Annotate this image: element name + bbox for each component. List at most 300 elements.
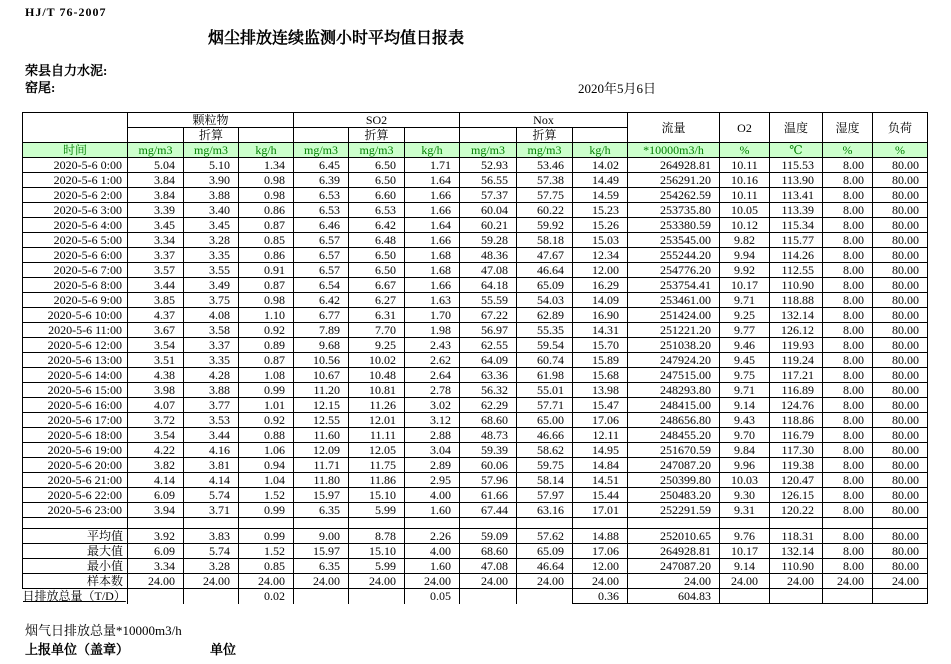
- value-cell: 80.00: [873, 503, 928, 518]
- value-cell: 10.05: [720, 203, 770, 218]
- value-cell: 11.71: [294, 458, 349, 473]
- value-cell: 4.16: [184, 443, 239, 458]
- summary-value-cell: 3.34: [128, 559, 184, 574]
- value-cell: 80.00: [873, 458, 928, 473]
- value-cell: 0.89: [239, 338, 294, 353]
- value-cell: 6.60: [349, 188, 405, 203]
- value-cell: 1.63: [405, 293, 460, 308]
- value-cell: 9.70: [720, 428, 770, 443]
- value-cell: 80.00: [873, 353, 928, 368]
- value-cell: 9.71: [720, 383, 770, 398]
- summary-value-cell: 80.00: [873, 544, 928, 559]
- value-cell: 247924.20: [628, 353, 720, 368]
- value-cell: 3.39: [128, 203, 184, 218]
- summary-value-cell: 247087.20: [628, 559, 720, 574]
- group-load: 负荷: [873, 113, 928, 143]
- total-row: [23, 589, 928, 604]
- value-cell: 8.00: [823, 488, 873, 503]
- summary-value-cell: 80.00: [873, 559, 928, 574]
- value-cell: 3.45: [184, 218, 239, 233]
- table-row: [23, 488, 928, 503]
- summary-value-cell: 2.26: [405, 529, 460, 544]
- time-cell: 2020-5-6 20:00: [23, 458, 128, 473]
- summary-row: [23, 529, 928, 544]
- value-cell: 3.90: [184, 173, 239, 188]
- summary-value-cell: 46.64: [517, 559, 573, 574]
- value-cell: 253735.80: [628, 203, 720, 218]
- unit-header: mg/m3: [517, 143, 573, 158]
- summary-value-cell: 80.00: [873, 529, 928, 544]
- value-cell: 11.20: [294, 383, 349, 398]
- value-cell: 3.37: [184, 338, 239, 353]
- value-cell: 57.38: [517, 173, 573, 188]
- value-cell: 10.81: [349, 383, 405, 398]
- value-cell: 12.01: [349, 413, 405, 428]
- value-cell: 0.99: [239, 503, 294, 518]
- unit-header: mg/m3: [128, 143, 184, 158]
- summary-value-cell: [770, 589, 823, 604]
- value-cell: 80.00: [873, 218, 928, 233]
- value-cell: 1.66: [405, 233, 460, 248]
- value-cell: 3.44: [184, 428, 239, 443]
- value-cell: 250399.80: [628, 473, 720, 488]
- value-cell: 3.98: [128, 383, 184, 398]
- time-cell: 2020-5-6 2:00: [23, 188, 128, 203]
- summary-value-cell: [349, 589, 405, 604]
- value-cell: 8.00: [823, 203, 873, 218]
- value-cell: 255244.20: [628, 248, 720, 263]
- value-cell: 3.37: [128, 248, 184, 263]
- report-table-wrapper: [22, 112, 928, 604]
- table-row: [23, 263, 928, 278]
- summary-value-cell: 132.14: [770, 544, 823, 559]
- time-cell: 2020-5-6 19:00: [23, 443, 128, 458]
- value-cell: 0.92: [239, 323, 294, 338]
- value-cell: 9.43: [720, 413, 770, 428]
- value-cell: 0.87: [239, 218, 294, 233]
- value-cell: 9.71: [720, 293, 770, 308]
- summary-label: 最大值: [23, 544, 128, 559]
- monitor-location: 窑尾:: [25, 80, 56, 95]
- value-cell: 8.00: [823, 263, 873, 278]
- value-cell: 250483.20: [628, 488, 720, 503]
- value-cell: 114.26: [770, 248, 823, 263]
- summary-value-cell: 604.83: [628, 589, 720, 604]
- value-cell: 10.17: [720, 278, 770, 293]
- spacer-cell: [23, 518, 128, 529]
- value-cell: 253754.41: [628, 278, 720, 293]
- value-cell: 9.14: [720, 398, 770, 413]
- spacer-cell: [460, 518, 517, 529]
- value-cell: 12.15: [294, 398, 349, 413]
- value-cell: 2.64: [405, 368, 460, 383]
- value-cell: 2.95: [405, 473, 460, 488]
- value-cell: 6.50: [349, 263, 405, 278]
- value-cell: 4.28: [184, 368, 239, 383]
- value-cell: 3.51: [128, 353, 184, 368]
- value-cell: 115.77: [770, 233, 823, 248]
- value-cell: 248415.00: [628, 398, 720, 413]
- value-cell: 16.90: [573, 308, 628, 323]
- value-cell: 6.42: [349, 218, 405, 233]
- summary-value-cell: 24.00: [405, 574, 460, 589]
- summary-row: [23, 544, 928, 559]
- unit-header: %: [720, 143, 770, 158]
- value-cell: 8.00: [823, 503, 873, 518]
- value-cell: 3.82: [128, 458, 184, 473]
- summary-row: [23, 559, 928, 574]
- value-cell: 10.11: [720, 188, 770, 203]
- summary-value-cell: [184, 589, 239, 604]
- value-cell: 5.04: [128, 158, 184, 173]
- table-row: [23, 398, 928, 413]
- table-row: [23, 158, 928, 173]
- value-cell: 113.90: [770, 173, 823, 188]
- value-cell: 63.36: [460, 368, 517, 383]
- value-cell: 12.34: [573, 248, 628, 263]
- time-cell: 2020-5-6 10:00: [23, 308, 128, 323]
- value-cell: 80.00: [873, 263, 928, 278]
- value-cell: 2.89: [405, 458, 460, 473]
- time-cell: 2020-5-6 8:00: [23, 278, 128, 293]
- unit-header: %: [873, 143, 928, 158]
- value-cell: 253461.00: [628, 293, 720, 308]
- value-cell: 56.55: [460, 173, 517, 188]
- value-cell: 14.31: [573, 323, 628, 338]
- value-cell: 3.81: [184, 458, 239, 473]
- value-cell: 64.09: [460, 353, 517, 368]
- summary-value-cell: 68.60: [460, 544, 517, 559]
- value-cell: 15.03: [573, 233, 628, 248]
- value-cell: 8.00: [823, 458, 873, 473]
- value-cell: 8.00: [823, 443, 873, 458]
- value-cell: 7.70: [349, 323, 405, 338]
- value-cell: 8.00: [823, 383, 873, 398]
- value-cell: 15.10: [349, 488, 405, 503]
- value-cell: 3.12: [405, 413, 460, 428]
- value-cell: 256291.20: [628, 173, 720, 188]
- value-cell: 119.24: [770, 353, 823, 368]
- time-cell: 2020-5-6 17:00: [23, 413, 128, 428]
- value-cell: 55.01: [517, 383, 573, 398]
- table-row: [23, 278, 928, 293]
- summary-value-cell: 24.00: [628, 574, 720, 589]
- value-cell: 8.00: [823, 323, 873, 338]
- value-cell: 115.34: [770, 218, 823, 233]
- value-cell: 251424.00: [628, 308, 720, 323]
- value-cell: 12.05: [349, 443, 405, 458]
- unit-header: kg/h: [239, 143, 294, 158]
- value-cell: 0.85: [239, 233, 294, 248]
- summary-value-cell: [873, 589, 928, 604]
- time-cell: 2020-5-6 4:00: [23, 218, 128, 233]
- summary-value-cell: 4.00: [405, 544, 460, 559]
- value-cell: 55.35: [517, 323, 573, 338]
- value-cell: 3.34: [128, 233, 184, 248]
- time-cell: 2020-5-6 18:00: [23, 428, 128, 443]
- value-cell: 80.00: [873, 323, 928, 338]
- value-cell: 80.00: [873, 338, 928, 353]
- time-cell: 2020-5-6 6:00: [23, 248, 128, 263]
- value-cell: 9.82: [720, 233, 770, 248]
- summary-value-cell: 8.00: [823, 544, 873, 559]
- group-nox: Nox: [460, 113, 628, 128]
- value-cell: 1.08: [239, 368, 294, 383]
- value-cell: 8.00: [823, 353, 873, 368]
- unit-label: 单位: [210, 642, 237, 657]
- value-cell: 14.59: [573, 188, 628, 203]
- value-cell: 1.10: [239, 308, 294, 323]
- value-cell: 3.77: [184, 398, 239, 413]
- value-cell: 54.03: [517, 293, 573, 308]
- value-cell: 120.22: [770, 503, 823, 518]
- value-cell: 11.86: [349, 473, 405, 488]
- value-cell: 11.26: [349, 398, 405, 413]
- value-cell: 6.67: [349, 278, 405, 293]
- value-cell: 8.00: [823, 218, 873, 233]
- unit-header: *10000m3/h: [628, 143, 720, 158]
- value-cell: 14.49: [573, 173, 628, 188]
- spacer-cell: [720, 518, 770, 529]
- value-cell: 8.00: [823, 398, 873, 413]
- value-cell: 248656.80: [628, 413, 720, 428]
- value-cell: 80.00: [873, 488, 928, 503]
- value-cell: 15.26: [573, 218, 628, 233]
- header-group-row: [23, 113, 928, 128]
- value-cell: 6.09: [128, 488, 184, 503]
- value-cell: 126.12: [770, 323, 823, 338]
- value-cell: 59.39: [460, 443, 517, 458]
- unit-header: %: [823, 143, 873, 158]
- value-cell: 6.50: [349, 173, 405, 188]
- table-row: [23, 353, 928, 368]
- table-row: [23, 293, 928, 308]
- value-cell: 3.71: [184, 503, 239, 518]
- value-cell: 59.75: [517, 458, 573, 473]
- summary-value-cell: 1.60: [405, 559, 460, 574]
- value-cell: 8.00: [823, 338, 873, 353]
- value-cell: 0.98: [239, 188, 294, 203]
- summary-value-cell: 14.88: [573, 529, 628, 544]
- value-cell: 8.00: [823, 308, 873, 323]
- value-cell: 3.85: [128, 293, 184, 308]
- summary-value-cell: 3.92: [128, 529, 184, 544]
- group-o2: O2: [720, 113, 770, 143]
- unit-header: ℃: [770, 143, 823, 158]
- value-cell: 253380.59: [628, 218, 720, 233]
- value-cell: 4.37: [128, 308, 184, 323]
- value-cell: 80.00: [873, 413, 928, 428]
- value-cell: 15.23: [573, 203, 628, 218]
- time-cell: 2020-5-6 12:00: [23, 338, 128, 353]
- value-cell: 8.00: [823, 158, 873, 173]
- value-cell: 6.53: [294, 203, 349, 218]
- value-cell: 57.97: [517, 488, 573, 503]
- value-cell: 119.38: [770, 458, 823, 473]
- summary-value-cell: 118.31: [770, 529, 823, 544]
- value-cell: 68.60: [460, 413, 517, 428]
- summary-value-cell: 1.52: [239, 544, 294, 559]
- value-cell: 46.66: [517, 428, 573, 443]
- value-cell: 120.47: [770, 473, 823, 488]
- summary-value-cell: 5.74: [184, 544, 239, 559]
- value-cell: 0.98: [239, 173, 294, 188]
- value-cell: 3.84: [128, 188, 184, 203]
- value-cell: 6.48: [349, 233, 405, 248]
- value-cell: 61.98: [517, 368, 573, 383]
- unit-header: mg/m3: [349, 143, 405, 158]
- value-cell: 8.00: [823, 428, 873, 443]
- spacer-cell: [239, 518, 294, 529]
- value-cell: 80.00: [873, 398, 928, 413]
- value-cell: 46.64: [517, 263, 573, 278]
- value-cell: 60.06: [460, 458, 517, 473]
- value-cell: 3.94: [128, 503, 184, 518]
- value-cell: 112.55: [770, 263, 823, 278]
- value-cell: 6.35: [294, 503, 349, 518]
- value-cell: 14.84: [573, 458, 628, 473]
- report-unit-label: 上报单位（盖章）: [25, 642, 130, 657]
- summary-value-cell: 264928.81: [628, 544, 720, 559]
- summary-value-cell: 57.62: [517, 529, 573, 544]
- value-cell: 9.25: [720, 308, 770, 323]
- value-cell: 0.87: [239, 278, 294, 293]
- summary-value-cell: [128, 589, 184, 604]
- value-cell: 67.44: [460, 503, 517, 518]
- value-cell: 61.66: [460, 488, 517, 503]
- value-cell: 6.46: [294, 218, 349, 233]
- summary-value-cell: 24.00: [184, 574, 239, 589]
- value-cell: 12.11: [573, 428, 628, 443]
- table-row: [23, 308, 928, 323]
- value-cell: 16.29: [573, 278, 628, 293]
- summary-value-cell: 59.09: [460, 529, 517, 544]
- spacer-row: [23, 518, 928, 529]
- unit-header: mg/m3: [460, 143, 517, 158]
- value-cell: 80.00: [873, 428, 928, 443]
- value-cell: 3.75: [184, 293, 239, 308]
- time-cell: 2020-5-6 0:00: [23, 158, 128, 173]
- table-row: [23, 503, 928, 518]
- value-cell: 80.00: [873, 368, 928, 383]
- value-cell: 9.31: [720, 503, 770, 518]
- value-cell: 80.00: [873, 308, 928, 323]
- value-cell: 10.67: [294, 368, 349, 383]
- value-cell: 2.78: [405, 383, 460, 398]
- time-cell: 2020-5-6 3:00: [23, 203, 128, 218]
- summary-value-cell: 24.00: [770, 574, 823, 589]
- table-row: [23, 173, 928, 188]
- value-cell: 126.15: [770, 488, 823, 503]
- summary-value-cell: 110.90: [770, 559, 823, 574]
- summary-value-cell: 24.00: [349, 574, 405, 589]
- value-cell: 251038.20: [628, 338, 720, 353]
- value-cell: 247515.00: [628, 368, 720, 383]
- value-cell: 47.67: [517, 248, 573, 263]
- empty-head-cell: [239, 128, 294, 143]
- value-cell: 57.75: [517, 188, 573, 203]
- summary-value-cell: 24.00: [239, 574, 294, 589]
- value-cell: 62.89: [517, 308, 573, 323]
- summary-label: 日排放总量（T/D）: [22, 589, 126, 604]
- value-cell: 1.66: [405, 203, 460, 218]
- value-cell: 4.00: [405, 488, 460, 503]
- group-temperature: 温度: [770, 113, 823, 143]
- value-cell: 251670.59: [628, 443, 720, 458]
- value-cell: 0.92: [239, 413, 294, 428]
- table-row: [23, 323, 928, 338]
- value-cell: 8.00: [823, 278, 873, 293]
- summary-value-cell: [460, 589, 517, 604]
- value-cell: 56.97: [460, 323, 517, 338]
- time-cell: 2020-5-6 21:00: [23, 473, 128, 488]
- summary-value-cell: 0.05: [405, 589, 460, 604]
- summary-value-cell: 0.02: [239, 589, 294, 604]
- value-cell: 4.08: [184, 308, 239, 323]
- value-cell: 118.88: [770, 293, 823, 308]
- value-cell: 6.57: [294, 248, 349, 263]
- value-cell: 1.34: [239, 158, 294, 173]
- value-cell: 6.50: [349, 158, 405, 173]
- value-cell: 5.10: [184, 158, 239, 173]
- summary-value-cell: [517, 589, 573, 604]
- value-cell: 4.07: [128, 398, 184, 413]
- value-cell: 2.43: [405, 338, 460, 353]
- summary-value-cell: 9.14: [720, 559, 770, 574]
- value-cell: 251221.20: [628, 323, 720, 338]
- value-cell: 116.89: [770, 383, 823, 398]
- group-so2: SO2: [294, 113, 460, 128]
- value-cell: 80.00: [873, 443, 928, 458]
- table-row: [23, 458, 928, 473]
- value-cell: 4.22: [128, 443, 184, 458]
- value-cell: 12.00: [573, 263, 628, 278]
- spacer-cell: [294, 518, 349, 529]
- summary-label: 平均值: [23, 529, 128, 544]
- value-cell: 10.56: [294, 353, 349, 368]
- value-cell: 248293.80: [628, 383, 720, 398]
- report-table: [22, 112, 928, 604]
- value-cell: 9.68: [294, 338, 349, 353]
- value-cell: 264928.81: [628, 158, 720, 173]
- summary-value-cell: [720, 589, 770, 604]
- value-cell: 248455.20: [628, 428, 720, 443]
- value-cell: 4.14: [184, 473, 239, 488]
- summary-row: [23, 574, 928, 589]
- value-cell: 55.59: [460, 293, 517, 308]
- value-cell: 65.00: [517, 413, 573, 428]
- value-cell: 3.28: [184, 233, 239, 248]
- value-cell: 0.86: [239, 203, 294, 218]
- value-cell: 1.64: [405, 218, 460, 233]
- value-cell: 15.97: [294, 488, 349, 503]
- value-cell: 3.35: [184, 353, 239, 368]
- converted-so2: 折算: [349, 128, 405, 143]
- table-row: [23, 188, 928, 203]
- unit-header: mg/m3: [294, 143, 349, 158]
- value-cell: 80.00: [873, 233, 928, 248]
- time-column-header: 时间: [23, 143, 128, 158]
- value-cell: 15.47: [573, 398, 628, 413]
- value-cell: 113.39: [770, 203, 823, 218]
- value-cell: 1.68: [405, 263, 460, 278]
- value-cell: 10.48: [349, 368, 405, 383]
- value-cell: 14.51: [573, 473, 628, 488]
- value-cell: 57.96: [460, 473, 517, 488]
- value-cell: 117.30: [770, 443, 823, 458]
- summary-value-cell: 8.00: [823, 529, 873, 544]
- value-cell: 124.76: [770, 398, 823, 413]
